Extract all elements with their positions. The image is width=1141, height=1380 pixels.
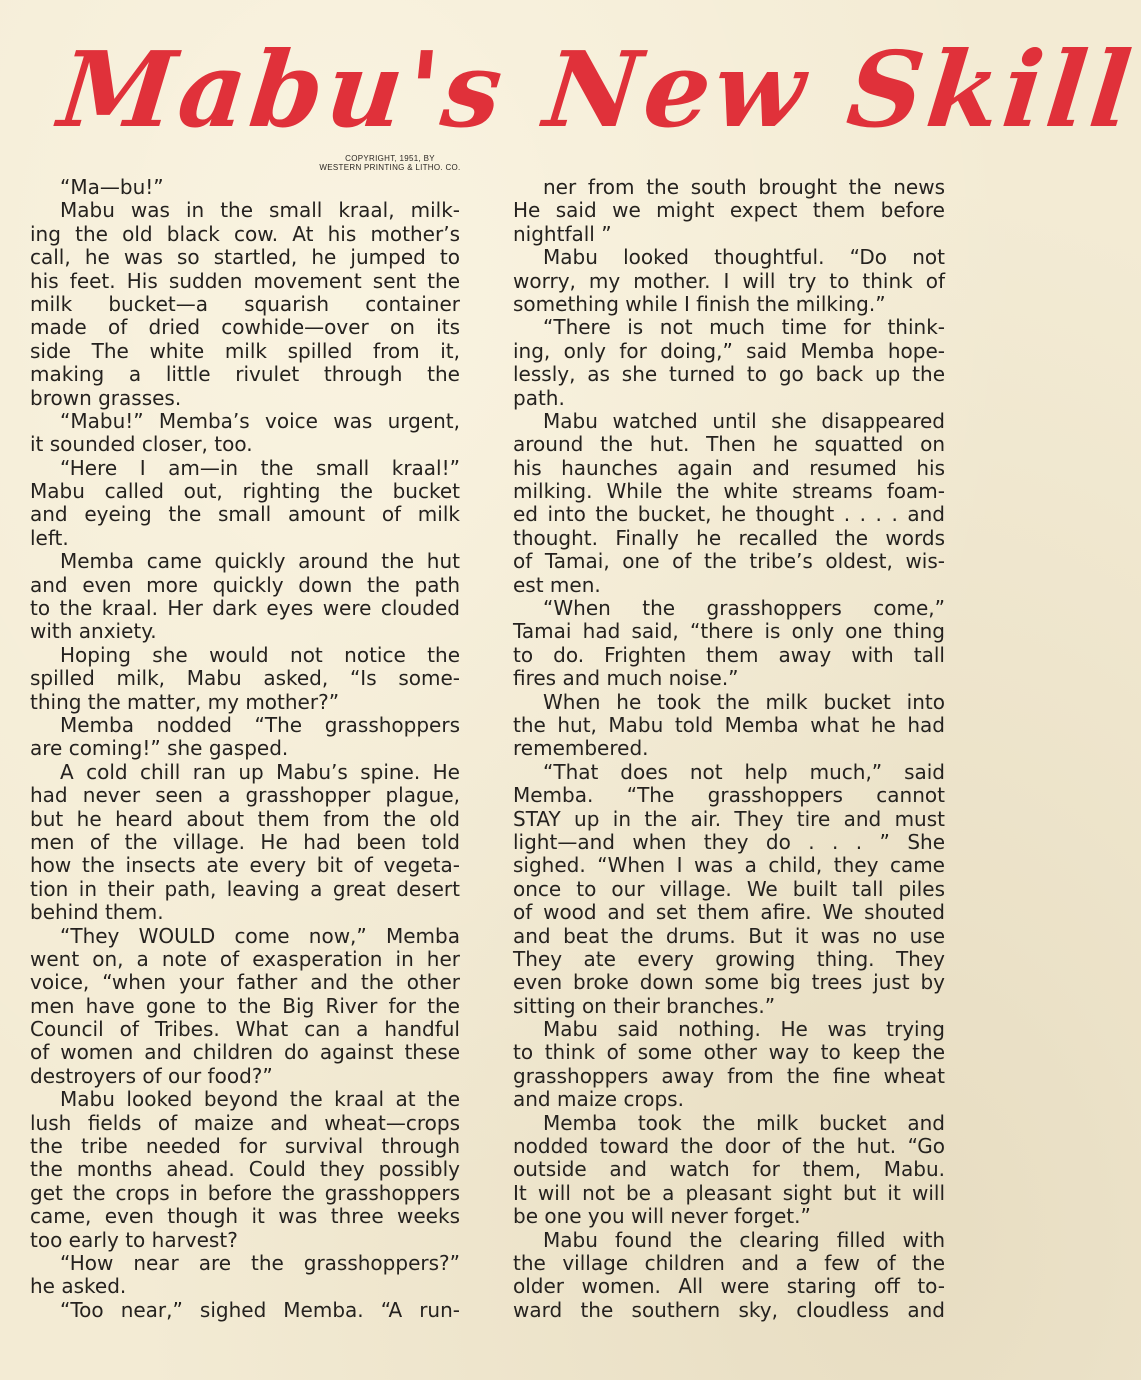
text-line: men of the village. He had been told [30,829,460,854]
text-line: came, even though it was three weeks [30,1204,460,1229]
text-line: ed into the bucket, he thought . . . . and [513,502,945,527]
text-line: path. [513,385,565,410]
text-line: Mabu found the clearing filled with [543,1227,945,1252]
text-line: the hut, Mabu told Memba what he had [513,712,945,737]
text-line: but he heard about them from the old [30,806,460,831]
text-line: how the insects ate every bit of vegeta- [30,853,460,878]
text-line: “That does not help much,” said [543,759,945,784]
text-line: to think of some other way to keep the [513,1040,945,1065]
copyright-line: COPYRIGHT, 1951, BY [345,154,435,163]
text-line: grasshoppers away from the fine wheat [513,1063,945,1088]
text-line: his feet. His sudden movement sent the [30,268,460,293]
text-line: Memba. “The grasshoppers cannot [513,783,945,808]
text-line: around the hut. Then he squatted on [513,432,945,457]
text-line: “When the grasshoppers come,” [543,596,945,621]
left-text-column [30,176,460,1322]
text-line: milking. While the white streams foam- [513,479,945,504]
text-line: and eyeing the small amount of milk [30,502,460,527]
text-line: too early to harvest? [30,1227,238,1252]
text-line: thought. Finally he recalled the words [513,525,945,550]
text-line: Council of Tribes. What can a handful [30,1017,460,1042]
text-line: and beat the drums. But it was no use [513,923,945,948]
text-line: Mabu said nothing. He was trying [543,1017,945,1042]
text-line: “Too near,” sighed Memba. “A run- [60,1297,460,1322]
text-line: destroyers of our food?” [30,1063,273,1088]
text-line: “There is not much time for think- [543,315,945,340]
text-line: the village children and a few of the [513,1250,945,1275]
text-line: “Mabu!” Memba’s voice was urgent, [60,408,460,433]
text-line: with anxiety. [30,619,157,644]
text-line: of women and children do against these [30,1040,460,1065]
text-line: Mabu was in the small kraal, milk- [60,198,460,223]
text-line: the tribe needed for survival through [30,1134,460,1159]
text-line: Mabu called out, righting the bucket [30,479,460,504]
text-line: “Ma—bu!” [60,175,164,199]
text-line: est men. [513,572,601,597]
text-line: ward the southern sky, cloudless and [513,1297,945,1322]
text-line: even broke down some big trees just by [513,970,945,995]
text-line: Memba came quickly around the hut [60,549,460,574]
text-line: and even more quickly down the path [30,572,460,597]
text-line: When he took the milk bucket into [543,689,945,714]
text-line: lush fields of maize and wheat—crops [30,1110,460,1135]
text-line: A cold chill ran up Mabu’s spine. He [60,759,460,784]
text-line: men have gone to the Big River for the [30,993,460,1018]
text-line: thing the matter, my mother?” [30,689,340,714]
text-line: made of dried cowhide—over on its [30,315,460,340]
text-line: lessly, as she turned to go back up the [513,362,945,387]
text-line: something while I finish the milking.” [513,291,886,316]
text-line: of Tamai, one of the tribe’s oldest, wis- [513,549,945,574]
text-line: older women. All were staring off to- [513,1274,945,1299]
text-line: ing the old black cow. At his mother’s [30,221,460,246]
right-text-column [513,176,945,1322]
text-line: the months ahead. Could they possibly [30,1157,460,1182]
text-line: voice, “when your father and the other [30,970,460,995]
text-line: are coming!” she gasped. [30,736,289,761]
copyright-notice [270,154,510,172]
text-line: spilled milk, Mabu asked, “Is some- [30,666,460,691]
text-line: brown grasses. [30,385,182,410]
text-line: call, he was so startled, he jumped to [30,245,460,270]
text-line: sighed. “When I was a child, they came [513,853,945,878]
text-line: “Here I am—in the small kraal!” [60,455,460,480]
text-line: to the kraal. Her dark eyes were clouded [30,596,460,621]
text-line: he asked. [30,1274,127,1299]
text-line: his haunches again and resumed his [513,455,945,480]
text-line: light—and when they do . . . ” She [513,829,945,854]
text-line: behind them. [30,900,164,925]
text-line: remembered. [513,736,649,761]
text-line: once to our village. We built tall piles [513,876,945,901]
text-line: Memba nodded “The grasshoppers [60,712,460,737]
text-line: milk bucket—a squarish container [30,291,460,316]
text-line: nodded toward the door of the hut. “Go [513,1134,945,1159]
text-line: nightfall ” [513,221,612,246]
text-line: outside and watch for them, Mabu. [513,1157,945,1182]
text-line: of wood and set them afire. We shouted [513,900,945,925]
text-line: Mabu watched until she disappeared [543,408,945,433]
text-line: fires and much noise.” [513,666,739,691]
text-line: “How near are the grasshoppers?” [60,1250,460,1275]
story-title: Mabu's New Skill [53,28,1141,151]
text-line: had never seen a grasshopper plague, [30,783,460,808]
text-line: Memba took the milk bucket and [543,1110,945,1135]
text-line: Tamai had said, “there is only one thing [513,619,945,644]
text-line: side The white milk spilled from it, [30,338,460,363]
text-line: He said we might expect them before [513,198,945,223]
text-line: ner from the south brought the news [543,175,945,199]
text-line: tion in their path, leaving a great desert [30,876,460,901]
copyright-line: WESTERN PRINTING & LITHO. CO. [319,163,461,172]
text-line: Mabu looked thoughtful. “Do not [543,245,945,270]
text-line: worry, my mother. I will try to think of [513,268,945,293]
text-line: it sounded closer, too. [30,432,253,457]
text-line: ing, only for doing,” said Memba hope- [513,338,945,363]
text-line: making a little rivulet through the [30,362,460,387]
text-line: to do. Frighten them away with tall [513,642,945,667]
text-line: Mabu looked beyond the kraal at the [60,1087,460,1112]
text-line: and maize crops. [513,1087,684,1112]
text-line: went on, a note of exasperation in her [30,946,460,971]
text-line: It will not be a pleasant sight but it will [513,1180,945,1205]
text-line: sitting on their branches.” [513,993,776,1018]
text-line: get the crops in before the grasshoppers [30,1180,460,1205]
text-line: “They WOULD come now,” Memba [60,923,460,948]
text-line: be one you will never forget.” [513,1204,811,1229]
text-line: left. [30,525,69,550]
text-line: STAY up in the air. They tire and must [513,806,945,831]
text-line: Hoping she would not notice the [60,642,460,667]
text-line: They ate every growing thing. They [513,946,945,971]
